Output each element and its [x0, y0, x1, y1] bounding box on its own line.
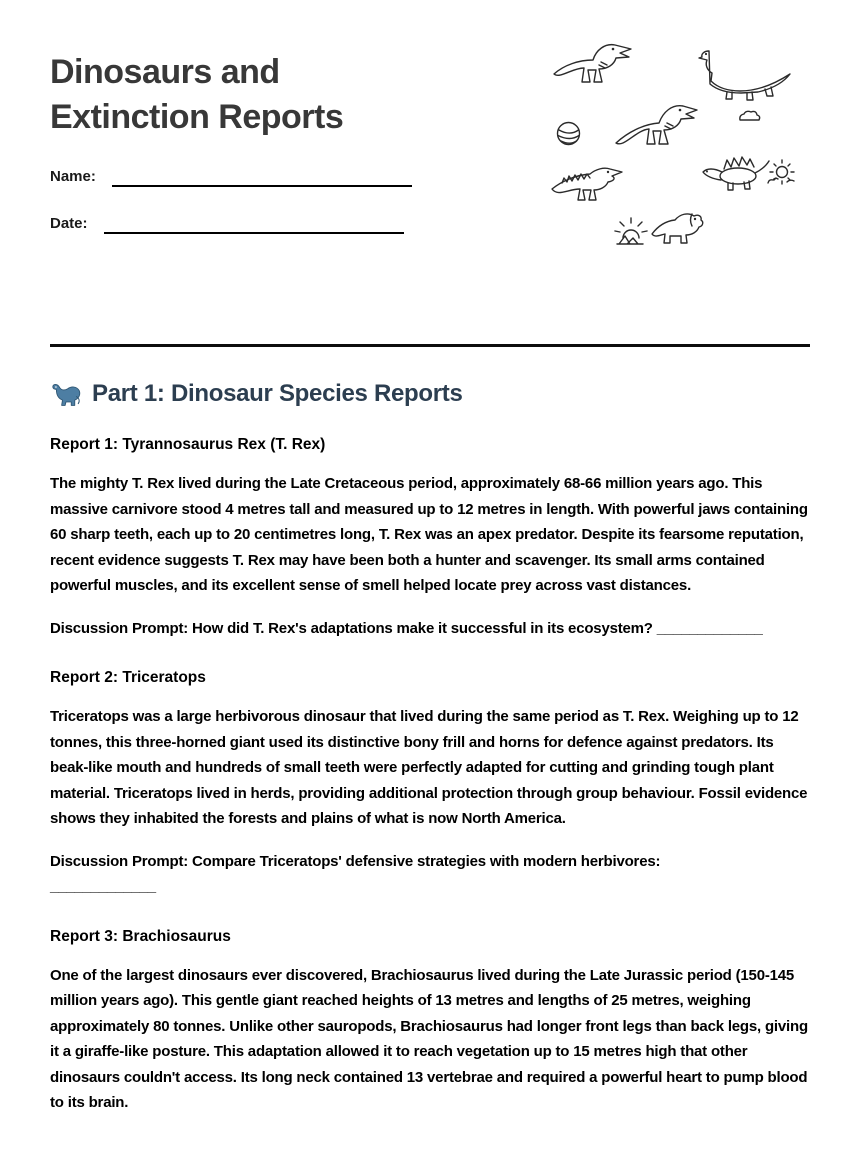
name-input-line[interactable]: [112, 167, 412, 187]
prompt-1-answer-blank[interactable]: _____________: [656, 619, 763, 637]
title-line-2: Extinction Reports: [50, 98, 344, 136]
dinosaur-illustration: [545, 32, 797, 250]
report-1-discussion-prompt: [50, 616, 810, 642]
sunrise-mountains-icon: [615, 218, 647, 244]
stegosaurus-icon: [703, 157, 769, 190]
report-3-heading: Report 3: Brachiosaurus: [50, 927, 231, 945]
ceratopsian-icon: [652, 214, 703, 243]
sauropod-emoji-icon: [50, 380, 82, 408]
name-field-row: [50, 167, 420, 187]
cloud-icon: [740, 111, 760, 120]
sauropod-icon: [699, 51, 790, 100]
part1-heading-text: Part 1: Dinosaur Species Reports: [92, 380, 463, 407]
part1-section: [50, 380, 810, 1116]
section-divider: [50, 344, 810, 347]
title-line-1: Dinosaurs and: [50, 53, 280, 91]
report-3-body: One of the largest dinosaurs ever discovered, Brachiosaurus lived during the Late Jurassic period (150-145 million years ago). This gentle giant reached heights of 13 metres and lengths of 25 metres, weighing approximately 80 tonnes. Unlike other sauropods, Brachiosaurus had longer front legs than back legs, giving it a giraffe-like posture. This adaptation allowed it to reach vegetation up to 15 metres high that other dinosaurs couldn't access. Its long neck contained 13 vertebrae and required a powerful heart to pump blood to its brain.: [50, 966, 808, 1111]
report-2-heading: Report 2: Triceratops: [50, 669, 206, 686]
name-label: Name:: [50, 168, 96, 185]
report-1-heading: Report 1: Tyrannosaurus Rex (T. Rex): [50, 436, 326, 453]
report-2-discussion-prompt: [50, 849, 810, 900]
sun-with-clouds-icon: [768, 160, 794, 184]
prompt-2-text: Discussion Prompt: Compare Triceratops' defensive strategies with modern herbivores:: [50, 852, 661, 870]
trex-icon: [554, 45, 631, 82]
spiky-dinosaur-icon: [552, 168, 622, 200]
date-field-row: [50, 214, 420, 234]
date-label: Date:: [50, 215, 88, 232]
date-input-line[interactable]: [104, 214, 404, 234]
report-2-body: Triceratops was a large herbivorous dinosaur that lived during the same period as T. Rex. Weighing up to 12 tonnes, this three-horned giant used its distinctive bony frill and horns for defence against predators. Its beak-like mouth and hundreds of small teeth were perfectly adapted for cutting and grinding tough plant material. Triceratops lived in herds, providing additional protection through group behaviour. Fossil evidence shows they inhabited the forests and plains of what is now North America.: [50, 708, 808, 827]
theropod-icon: [616, 106, 697, 144]
report-1-body: The mighty T. Rex lived during the Late Cretaceous period, approximately 68-66 million years ago. This massive carnivore stood 4 metres tall and measured up to 12 metres in length. With powerful jaws containing 60 sharp teeth, each up to 20 centimetres long, T. Rex was an apex predator. Despite its fearsome reputation, recent evidence suggests T. Rex may have been both a hunter and scavenger. Its small arms contained powerful muscles, and its excellent sense of smell helped locate prey across vast distances.: [50, 475, 808, 594]
header: [50, 0, 810, 234]
prompt-2-answer-blank[interactable]: _____________: [50, 878, 156, 895]
dinosaur-scene: [545, 32, 797, 250]
part1-heading: [50, 380, 810, 408]
planet-ball-icon: [558, 123, 580, 145]
prompt-1-text: Discussion Prompt: How did T. Rex's adaptations make it successful in its ecosystem?: [50, 619, 653, 637]
